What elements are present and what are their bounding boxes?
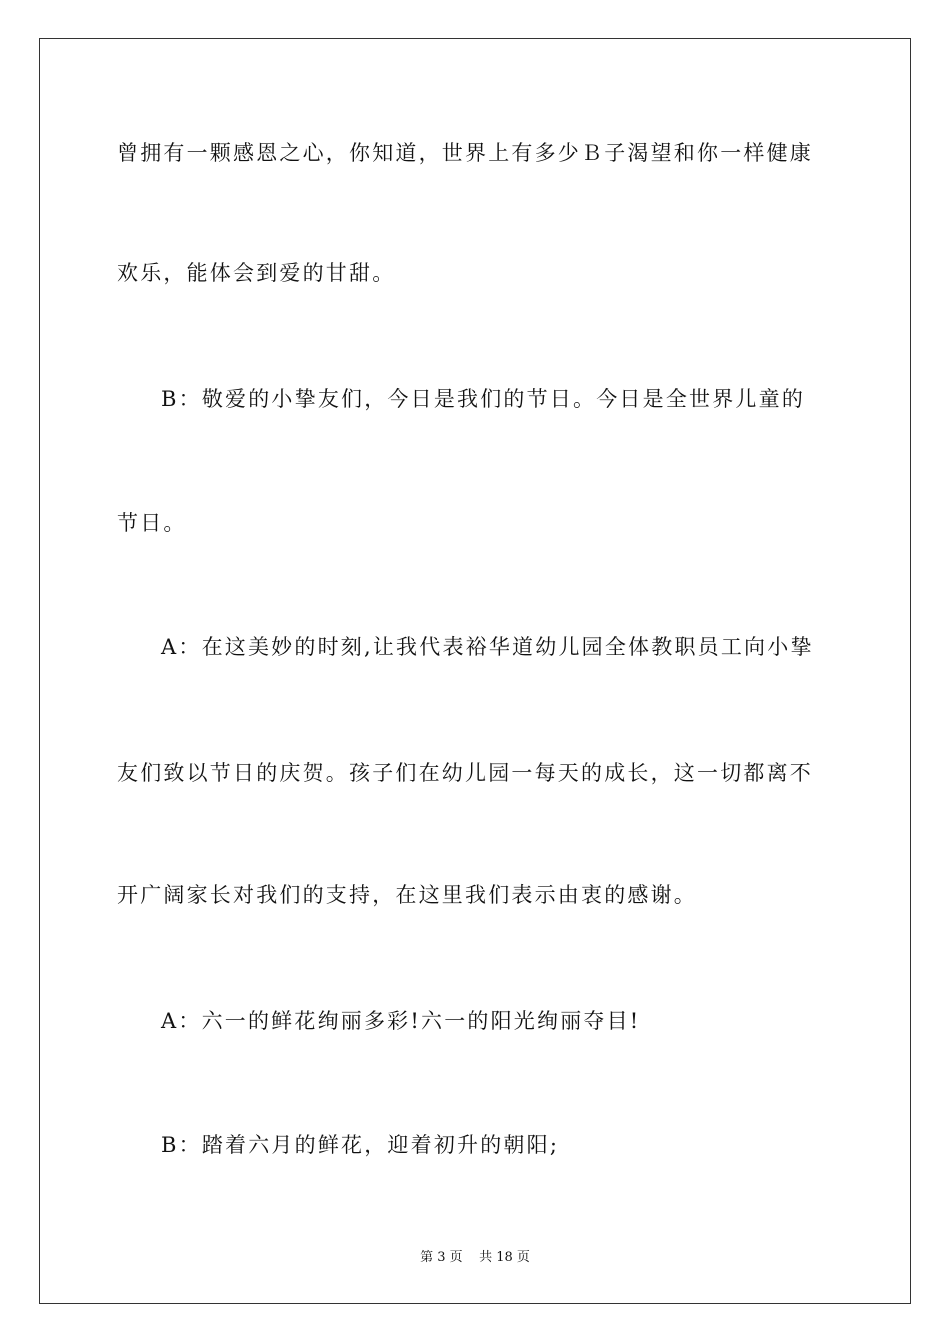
page-number-footer: 第 3 页 共 18 页	[420, 1250, 530, 1265]
body-line-3: B：敬爱的小挚友们，今日是我们的节日。今日是全世界儿童的	[161, 387, 806, 411]
body-line-5: A：在这美妙的时刻,让我代表裕华道幼儿园全体教职员工向小挚	[161, 635, 814, 659]
body-line-1: 曾拥有一颗感恩之心，你知道，世界上有多少Ｂ子渴望和你一样健康	[117, 141, 813, 165]
body-line-9: B：踏着六月的鲜花，迎着初升的朝阳;	[161, 1133, 560, 1157]
page-border	[39, 38, 911, 1304]
body-line-2: 欢乐，能体会到爱的甘甜。	[117, 261, 396, 285]
body-line-8: A：六一的鲜花绚丽多彩!六一的阳光绚丽夺目!	[161, 1009, 641, 1033]
body-line-4: 节日。	[117, 511, 187, 535]
body-line-7: 开广阔家长对我们的支持，在这里我们表示由衷的感谢。	[117, 883, 697, 907]
body-line-6: 友们致以节日的庆贺。孩子们在幼儿园一每天的成长，这一切都离不	[117, 761, 813, 785]
